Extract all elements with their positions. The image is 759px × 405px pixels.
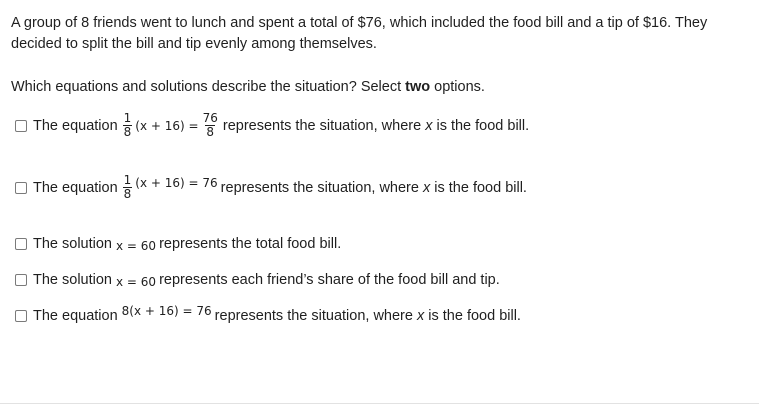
equation-expression: (x + 16) = 76 — [135, 175, 218, 190]
option-3-prefix: The solution — [33, 236, 112, 252]
bottom-divider — [0, 403, 759, 404]
option-2-prefix: The equation — [33, 179, 118, 196]
option-5-prefix: The equation — [33, 308, 118, 324]
option-1[interactable] — [15, 112, 529, 139]
option-1-checkbox[interactable] — [15, 120, 27, 132]
option-1-equation — [122, 112, 220, 139]
fraction: $\frac{1}{8}$ — [123, 111, 132, 139]
option-4[interactable] — [15, 272, 500, 288]
option-2-equation — [122, 174, 218, 201]
equation-expression: 8(x + 16) = 76 — [121, 304, 212, 318]
question-prompt — [11, 77, 485, 97]
option-2-checkbox[interactable] — [15, 182, 27, 194]
fraction-rhs: $\frac{76}{8}$ — [202, 111, 218, 139]
option-3-equation: x = 60 — [116, 239, 157, 253]
option-1-suffix: represents the situation, where x is the food bill. — [222, 117, 530, 134]
option-5-equation — [121, 304, 212, 323]
option-4-suffix: represents each friend’s share of the food bill and tip. — [159, 272, 500, 288]
prompt-emphasis: two — [405, 79, 431, 95]
option-1-prefix: The equation — [33, 117, 118, 134]
option-4-equation: x = 60 — [116, 275, 157, 289]
option-3[interactable] — [15, 236, 341, 252]
option-3-suffix: represents the total food bill. — [159, 236, 342, 252]
option-5-checkbox[interactable] — [15, 310, 27, 322]
prompt-text: Which equations and solutions describe the situation? Select — [11, 79, 406, 95]
option-5[interactable] — [15, 304, 521, 324]
option-5-suffix: represents the situation, where x is the food bill. — [214, 308, 521, 324]
option-4-checkbox[interactable] — [15, 274, 27, 286]
prompt-text-end: options. — [430, 79, 485, 95]
question-stem: A group of 8 friends went to lunch and spent a total of $76, which included the food bill and a tip of $16. They decided to split the bill and tip evenly among themselves. — [11, 15, 708, 52]
equation-expression: (x + 16) = — [135, 118, 199, 133]
fraction: $\frac{1}{8}$ — [123, 173, 132, 201]
option-3-checkbox[interactable] — [15, 238, 27, 250]
option-2[interactable] — [15, 174, 527, 201]
option-2-suffix: represents the situation, where x is the food bill. — [220, 179, 527, 196]
option-4-prefix: The solution — [33, 272, 112, 288]
